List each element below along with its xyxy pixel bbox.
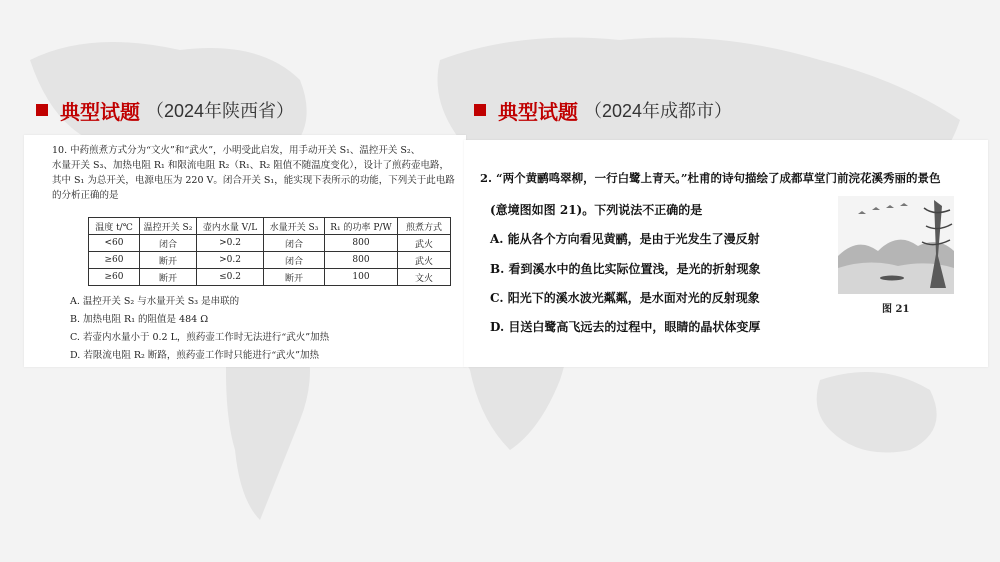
right-header [474, 97, 732, 123]
table-row [89, 269, 451, 286]
table-header-row [89, 218, 451, 235]
right-question-card [464, 140, 988, 367]
left-header-subtitle: （2024年陕西省） [146, 101, 295, 121]
option-c: C. 若壶内水量小于 0.2 L，煎药壶工作时无法进行“武火”加热 [70, 332, 330, 343]
option-a: A. 温控开关 S₂ 与水量开关 S₃ 是串联的 [70, 296, 240, 307]
table-header-cell: 煎煮方式 [398, 218, 451, 235]
table-cell: 断开 [140, 252, 197, 269]
left-header-title: 典型试题 [60, 99, 140, 124]
question-line: 2. “两个黄鹂鸣翠柳，一行白鹭上青天。”杜甫的诗句描绘了成都草堂门前浣花溪秀丽的景色 [480, 171, 941, 185]
table-cell: ≤0.2 [197, 269, 264, 286]
left-question-card [24, 135, 466, 367]
scenery-illustration [838, 196, 954, 294]
table-header-cell: 温度 t/℃ [89, 218, 140, 235]
option-b: B. 加热电阻 R₁ 的阻值是 484 Ω [70, 314, 209, 325]
table-cell: 闭合 [264, 252, 325, 269]
table-cell: 闭合 [264, 235, 325, 252]
table-header-cell: 水量开关 S₃ [264, 218, 325, 235]
right-header-title: 典型试题 [498, 99, 578, 124]
table-cell: ≥60 [89, 269, 140, 286]
question-line: 水量开关 S₃、加热电阻 R₁ 和限流电阻 R₂（R₁、R₂ 阻值不随温度变化），设计了煎药壶电路， [52, 160, 450, 171]
table-cell: >0.2 [197, 235, 264, 252]
table-cell: 断开 [140, 269, 197, 286]
table-cell: 武火 [398, 252, 451, 269]
bullet-square-icon [474, 104, 486, 116]
table-cell: 800 [325, 235, 398, 252]
question-line: 的分析正确的是 [52, 190, 119, 201]
table-row [89, 252, 451, 269]
table-cell: 武火 [398, 235, 451, 252]
left-question-stem [52, 143, 456, 203]
right-header-subtitle: （2024年成都市） [584, 101, 733, 121]
table-cell: ≥60 [89, 252, 140, 269]
left-options [70, 293, 329, 365]
option-d: D. 若限流电阻 R₂ 断路，煎药壶工作时只能进行“武火”加热 [70, 350, 320, 361]
table-cell: 800 [325, 252, 398, 269]
figure-caption: 图 21 [882, 304, 910, 315]
table-cell: 闭合 [140, 235, 197, 252]
option-a: A. 能从各个方向看见黄鹂，是由于光发生了漫反射 [490, 232, 760, 246]
table-cell: 100 [325, 269, 398, 286]
left-header [36, 97, 294, 123]
table-cell: <60 [89, 235, 140, 252]
table-cell: 断开 [264, 269, 325, 286]
question-line: 其中 S₁ 为总开关，电源电压为 220 V。闭合开关 S₁，能实现下表所示的功能，下列关于此电路 [52, 175, 455, 186]
table-header-cell: 壶内水量 V/L [197, 218, 264, 235]
table-cell: >0.2 [197, 252, 264, 269]
table-header-cell: R₁ 的功率 P/W [325, 218, 398, 235]
question-line: (意境图如图 21)。下列说法不正确的是 [490, 203, 703, 217]
table-header-cell: 温控开关 S₂ [140, 218, 197, 235]
question-line: 10. 中药煎煮方式分为“文火”和“武火”，小明受此启发，用手动开关 S₁、温控开关 S₂、 [52, 145, 421, 156]
option-d: D. 目送白鹭高飞远去的过程中，眼睛的晶状体变厚 [490, 320, 761, 334]
option-b: B. 看到溪水中的鱼比实际位置浅，是光的折射现象 [490, 262, 761, 276]
table-cell: 文火 [398, 269, 451, 286]
bullet-square-icon [36, 104, 48, 116]
option-c: C. 阳光下的溪水波光粼粼，是水面对光的反射现象 [490, 291, 760, 305]
function-table [88, 217, 451, 286]
table-row [89, 235, 451, 252]
